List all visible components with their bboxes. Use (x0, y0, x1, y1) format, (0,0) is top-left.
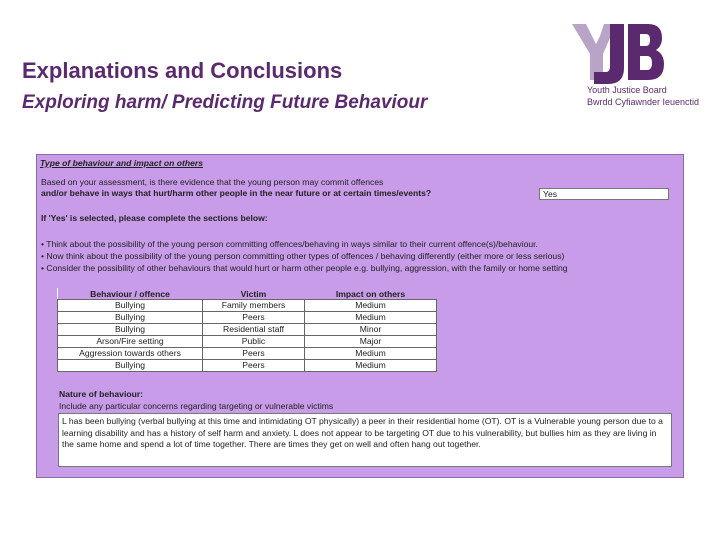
slide-subtitle: Exploring harm/ Predicting Future Behaviour (22, 92, 428, 113)
table-row (58, 336, 437, 348)
form-section-title: Type of behaviour and impact on others (40, 158, 203, 168)
table-row (58, 348, 437, 360)
column-header-behaviour: Behaviour / offence (58, 288, 203, 300)
table-header-row (58, 288, 437, 300)
impact-cell[interactable]: Minor (305, 324, 437, 336)
table-row (58, 360, 437, 372)
nature-of-behaviour-textarea[interactable]: L has been bullying (verbal bullying at this time and intimidating OT physically) a peer in their residential home (OT). OT is a Vulnerable young person due to a learning disability and has a history of self harm and anxiety. L does not appear to be targeting OT due to his vulnerability, but bullies him as they are living in the same home and spend a lot of time together. There are times they get on well and often hang out together. (58, 413, 672, 467)
behaviour-cell[interactable]: Bullying (58, 360, 203, 372)
table-row (58, 300, 437, 312)
behaviour-cell[interactable]: Bullying (58, 300, 203, 312)
logo-letter-b (628, 24, 664, 80)
answer-field[interactable]: Yes (539, 188, 669, 200)
behaviour-table (57, 288, 437, 372)
guidance-bullet: • Think about the possibility of the young person committing offences/behaving in ways similar to their current offence(s)/behaviour. (41, 239, 538, 249)
question-line-2: and/or behave in ways that hurt/harm other people in the near future or at certain times/events? (41, 188, 432, 198)
if-yes-instruction: If 'Yes' is selected, please complete the sections below: (41, 213, 268, 223)
behaviour-cell[interactable]: Aggression towards others (58, 348, 203, 360)
nature-of-behaviour-label: Nature of behaviour: (59, 389, 144, 399)
behaviour-cell[interactable]: Arson/Fire setting (58, 336, 203, 348)
logo-org-name-en: Youth Justice Board (587, 85, 667, 95)
impact-cell[interactable]: Medium (305, 312, 437, 324)
victim-cell[interactable]: Peers (203, 360, 305, 372)
question-line-1: Based on your assessment, is there evidence that the young person may commit offences (41, 177, 384, 187)
guidance-bullet: • Now think about the possibility of the young person committing other types of offences / behaving differently (either more or less serious) (41, 251, 565, 261)
impact-cell[interactable]: Medium (305, 348, 437, 360)
impact-cell[interactable]: Medium (305, 360, 437, 372)
victim-cell[interactable]: Peers (203, 348, 305, 360)
column-header-victim: Victim (203, 288, 305, 300)
victim-cell[interactable]: Peers (203, 312, 305, 324)
behaviour-cell[interactable]: Bullying (58, 324, 203, 336)
column-header-impact: Impact on others (305, 288, 437, 300)
impact-cell[interactable]: Medium (305, 300, 437, 312)
slide-title: Explanations and Conclusions (22, 58, 343, 83)
table-row (58, 324, 437, 336)
yjb-logo (566, 22, 701, 122)
victim-cell[interactable]: Residential staff (203, 324, 305, 336)
victim-cell[interactable]: Family members (203, 300, 305, 312)
guidance-bullet: • Consider the possibility of other behaviours that would hurt or harm other people e.g. bullying, aggression, with the family or home setting (41, 263, 568, 273)
behaviour-cell[interactable]: Bullying (58, 312, 203, 324)
table-row (58, 312, 437, 324)
assessment-form (36, 154, 684, 478)
nature-of-behaviour-hint: Include any particular concerns regarding targeting or vulnerable victims (59, 401, 334, 411)
logo-org-name-cy: Bwrdd Cyfiawnder Ieuenctid (587, 97, 700, 107)
victim-cell[interactable]: Public (203, 336, 305, 348)
impact-cell[interactable]: Major (305, 336, 437, 348)
